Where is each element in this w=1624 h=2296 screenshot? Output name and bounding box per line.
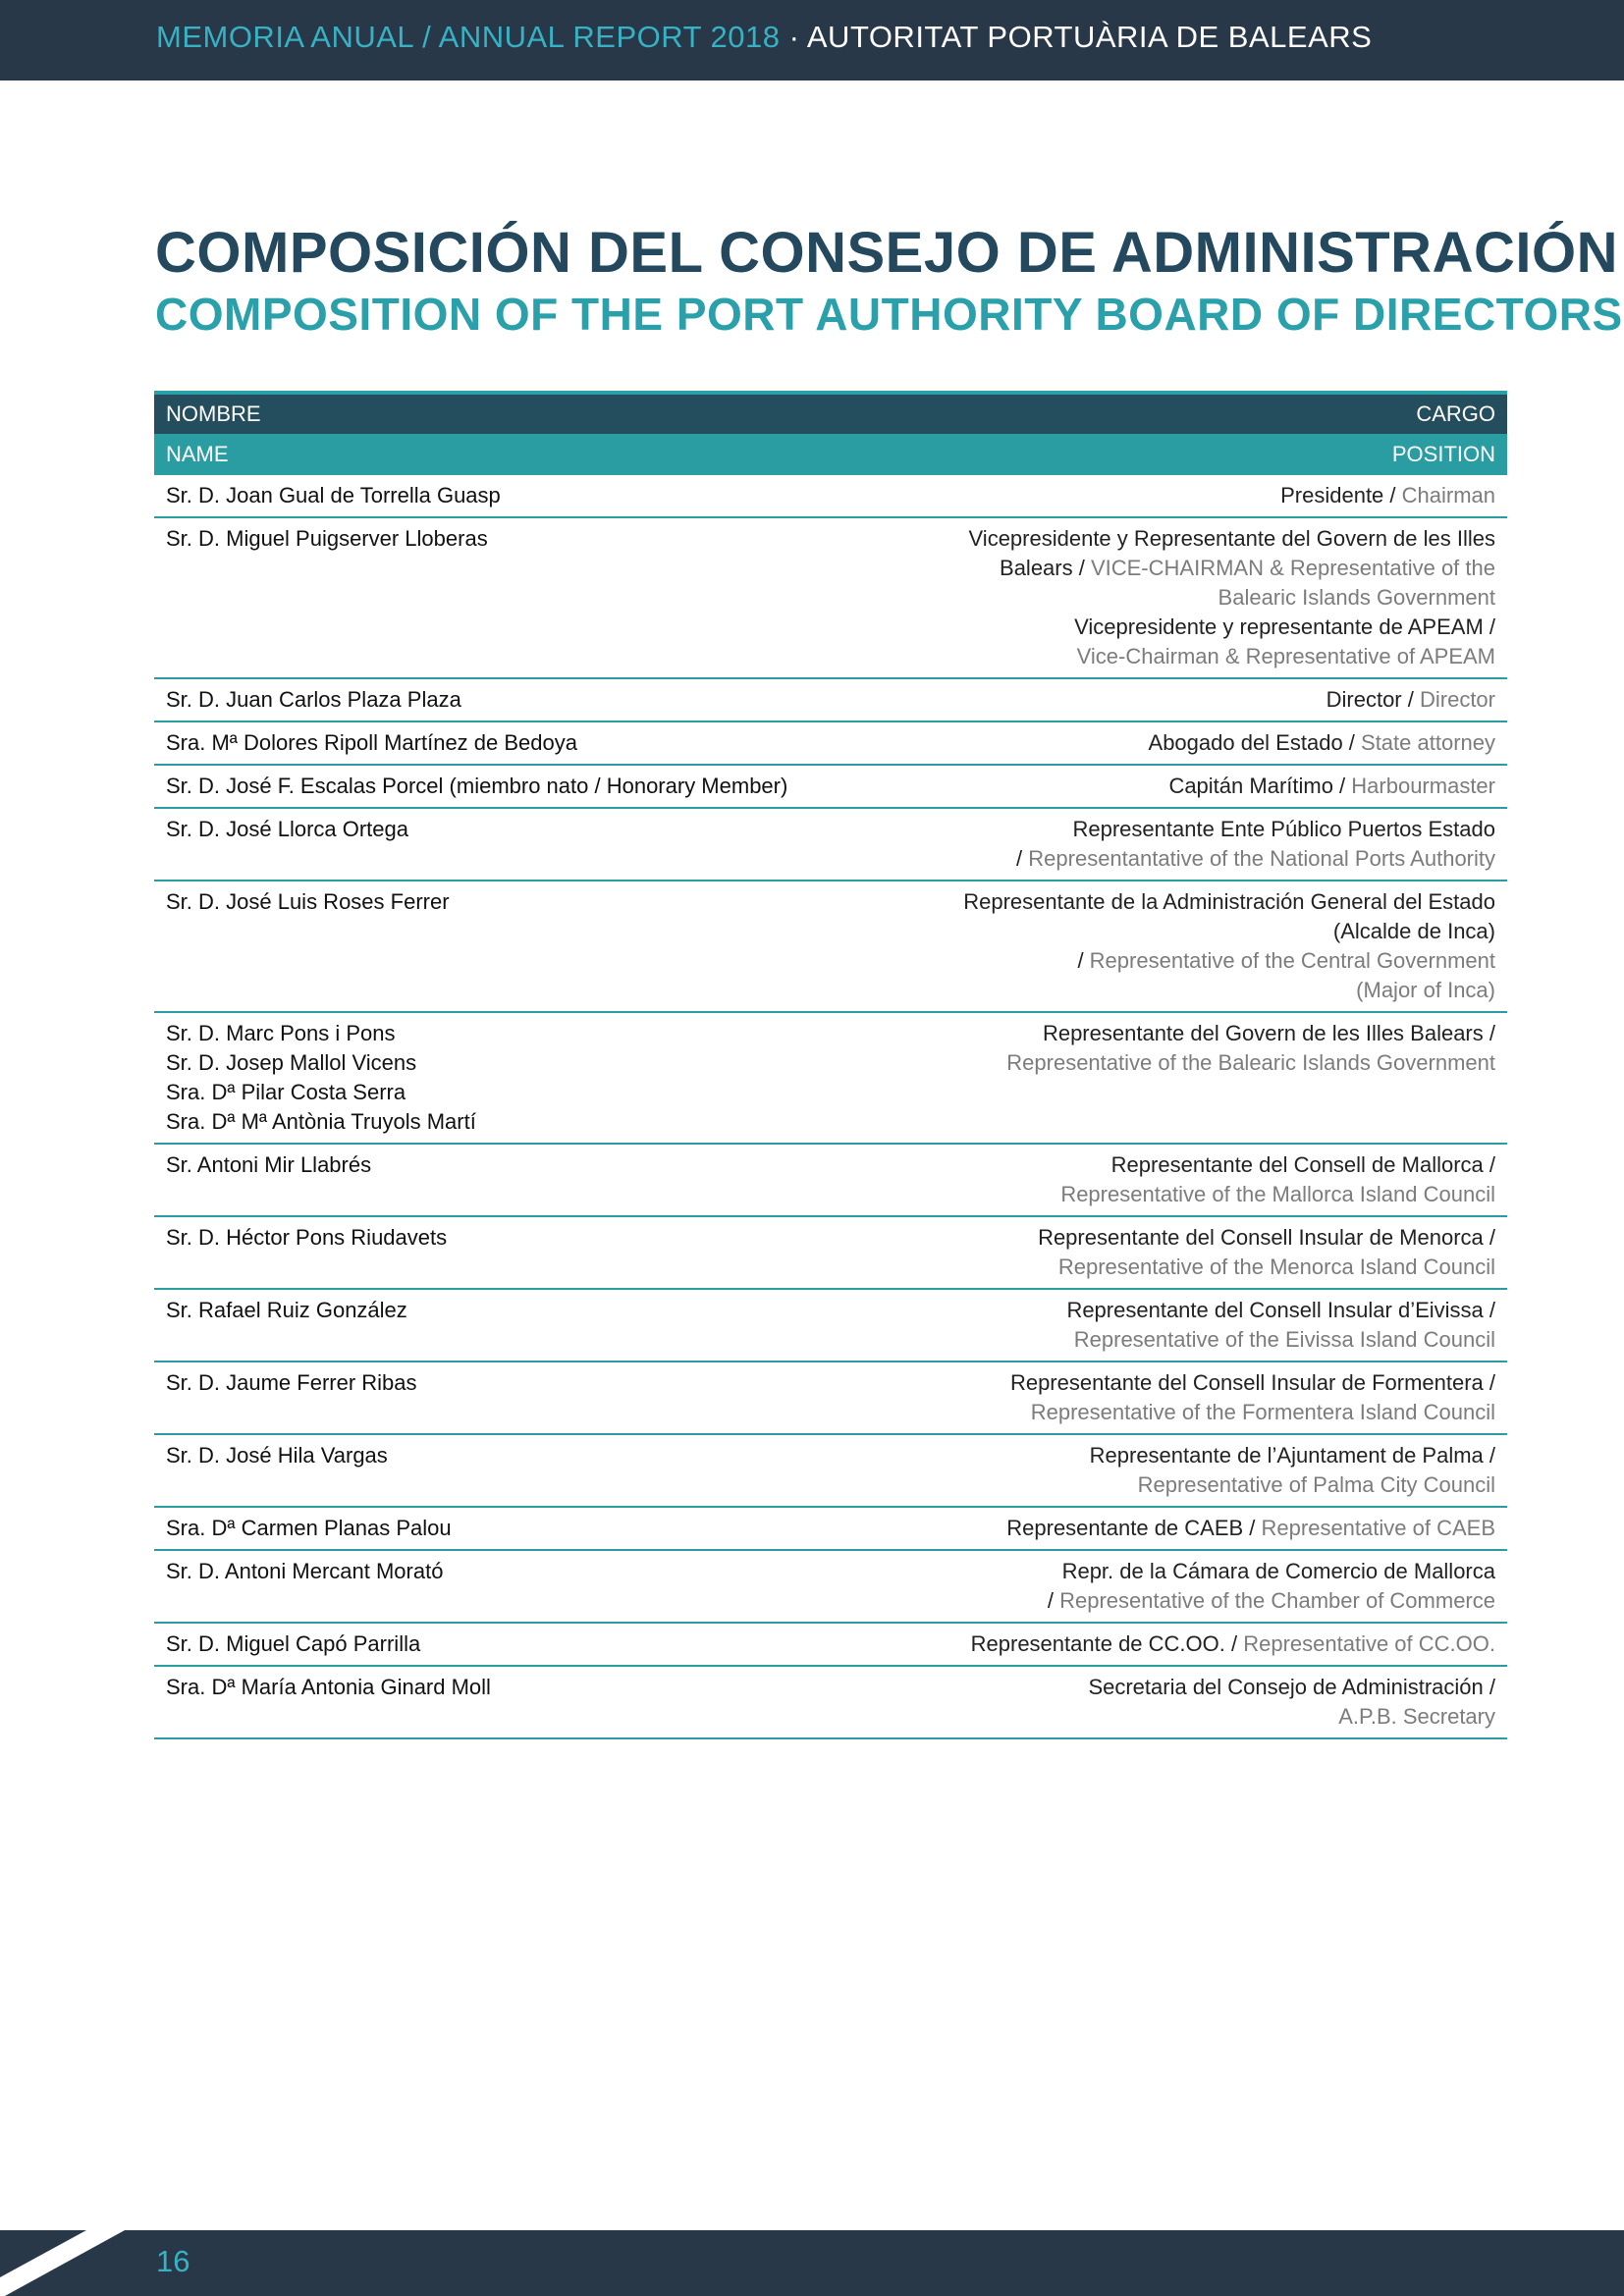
position-es: Abogado del Estado / [1148, 730, 1362, 755]
position-es: / [1047, 1588, 1060, 1613]
member-position-cell [803, 1623, 1507, 1666]
member-name-cell [154, 881, 803, 1012]
position-line [815, 946, 1495, 976]
position-line [815, 1629, 1495, 1659]
position-es: Secretaria del Consejo de Administración / [1088, 1675, 1495, 1699]
position-es: Representante de l’Ajuntament de Palma / [1089, 1443, 1495, 1468]
member-name: Sra. Dª Carmen Planas Palou [166, 1516, 452, 1540]
member-name: Sr. D. Héctor Pons Riudavets [166, 1225, 448, 1250]
table-row [154, 678, 1507, 721]
position-es: Vicepresidente y representante de APEAM / [1074, 614, 1495, 639]
member-name: Sr. D. Marc Pons i Pons [166, 1021, 396, 1045]
member-name: Sr. D. Antoni Mercant Morató [166, 1559, 444, 1583]
position-es: Representante del Govern de les Illes Balears / [1042, 1021, 1495, 1045]
position-line [815, 613, 1495, 642]
table-row [154, 1507, 1507, 1550]
position-en: Representative of CAEB [1261, 1516, 1495, 1540]
running-header [156, 20, 1372, 55]
position-line [815, 1470, 1495, 1500]
position-line [815, 1223, 1495, 1253]
member-name: Sr. Rafael Ruiz González [166, 1298, 407, 1322]
position-en: Representative of CC.OO. [1243, 1631, 1495, 1656]
member-name-cell [154, 517, 803, 678]
member-position-cell [803, 1144, 1507, 1216]
table-row [154, 881, 1507, 1012]
member-name: Sr. D. José Hila Vargas [166, 1443, 388, 1468]
member-name: Sra. Mª Dolores Ripoll Martínez de Bedoya [166, 730, 577, 755]
member-name: Sr. D. José Llorca Ortega [166, 817, 408, 841]
member-name: Sra. Dª Mª Antònia Truyols Martí [166, 1109, 476, 1134]
header-bar [0, 0, 1624, 80]
member-name: Sr. D. Josep Mallol Vicens [166, 1050, 417, 1075]
member-name-cell [154, 1623, 803, 1666]
table-row [154, 1289, 1507, 1362]
member-name: Sr. D. Miguel Puigserver Lloberas [166, 526, 488, 551]
position-line [815, 728, 1495, 758]
member-name-cell [154, 678, 803, 721]
member-position-cell [803, 808, 1507, 881]
member-name-cell [154, 1012, 803, 1144]
position-line [815, 976, 1495, 1005]
header-position-en: POSITION [803, 434, 1507, 475]
position-line [815, 844, 1495, 874]
member-position-cell [803, 517, 1507, 678]
position-es: Repr. de la Cámara de Comercio de Mallorca [1061, 1559, 1495, 1583]
position-es: Representante Ente Público Puertos Estado [1072, 817, 1495, 841]
position-es: Representante de CC.OO. / [970, 1631, 1244, 1656]
member-name-cell [154, 1434, 803, 1507]
position-en: Representative of the Central Government [1089, 948, 1495, 973]
member-name: Sr. D. Jaume Ferrer Ribas [166, 1370, 417, 1395]
header-sep: / [413, 20, 439, 54]
position-line [815, 1368, 1495, 1398]
position-en: Representative of Palma City Council [1137, 1472, 1495, 1497]
table-header-en [154, 434, 1507, 475]
member-name-cell [154, 765, 803, 808]
member-name-cell [154, 1666, 803, 1738]
table-body [154, 475, 1507, 1738]
page-title-es: COMPOSICIÓN DEL CONSEJO DE ADMINISTRACIÓN [155, 221, 1618, 285]
position-es: Representante del Consell de Mallorca / [1110, 1152, 1495, 1177]
member-name-cell [154, 1144, 803, 1216]
member-name: Sr. D. José F. Escalas Porcel (miembro nato / Honorary Member) [166, 774, 788, 798]
position-en: Representative of the Balearic Islands Government [1006, 1050, 1495, 1075]
position-en: Representative of the Chamber of Commerce [1059, 1588, 1495, 1613]
member-position-cell [803, 475, 1507, 517]
page-title-en: COMPOSITION OF THE PORT AUTHORITY BOARD OF DIRECTORS [155, 289, 1623, 340]
position-line [815, 1325, 1495, 1355]
position-en: Balearic Islands Government [1218, 585, 1495, 610]
table-row [154, 1666, 1507, 1738]
member-position-cell [803, 1550, 1507, 1623]
position-en: VICE-CHAIRMAN & Representative of the [1090, 556, 1495, 580]
position-line [815, 772, 1495, 801]
header-name-en: NAME [154, 434, 803, 475]
table-row [154, 475, 1507, 517]
member-name: Sra. Dª María Antonia Ginard Moll [166, 1675, 491, 1699]
member-position-cell [803, 765, 1507, 808]
position-en: Representative of the Menorca Island Council [1057, 1255, 1495, 1279]
table-row [154, 1550, 1507, 1623]
position-line [815, 524, 1495, 554]
member-name-cell [154, 1507, 803, 1550]
member-position-cell [803, 1289, 1507, 1362]
member-position-cell [803, 1666, 1507, 1738]
position-es: / [1077, 948, 1090, 973]
position-es: Capitán Marítimo / [1168, 774, 1352, 798]
position-es: Representante del Consell Insular d’Eivissa / [1066, 1298, 1495, 1322]
position-en: (Major of Inca) [1356, 978, 1495, 1002]
position-line [815, 917, 1495, 946]
table-row [154, 517, 1507, 678]
member-position-cell [803, 678, 1507, 721]
member-name: Sr. Antoni Mir Llabrés [166, 1152, 372, 1177]
member-name-cell [154, 1216, 803, 1289]
position-es: Balears / [1000, 556, 1091, 580]
position-line [815, 1586, 1495, 1616]
position-en: Representantative of the National Ports Authority [1028, 846, 1495, 871]
position-line [815, 887, 1495, 917]
member-position-cell [803, 1216, 1507, 1289]
position-es: Representante de la Administración General del Estado [963, 889, 1495, 914]
member-name-cell [154, 808, 803, 881]
position-line [815, 583, 1495, 613]
position-en: Director [1419, 687, 1495, 712]
header-organization: AUTORITAT PORTUÀRIA DE BALEARS [806, 20, 1373, 54]
member-name-cell [154, 475, 803, 517]
position-es: (Alcalde de Inca) [1332, 919, 1495, 943]
position-en: Chairman [1401, 483, 1495, 507]
position-line [815, 1557, 1495, 1586]
position-line [815, 1398, 1495, 1427]
member-position-cell [803, 1012, 1507, 1144]
position-line [815, 1514, 1495, 1543]
table-row [154, 765, 1507, 808]
position-es: Representante del Consell Insular de Formentera / [1009, 1370, 1495, 1395]
position-en: Representative of the Eivissa Island Council [1073, 1327, 1495, 1352]
position-line [815, 1048, 1495, 1078]
table-row [154, 1144, 1507, 1216]
header-memoria: MEMORIA ANUAL [156, 20, 414, 54]
corner-slash-decoration [0, 2230, 137, 2296]
member-position-cell [803, 1362, 1507, 1434]
position-en: Vice-Chairman & Representative of APEAM [1076, 644, 1495, 668]
member-name: Sra. Dª Pilar Costa Serra [166, 1080, 406, 1104]
position-line [815, 1296, 1495, 1325]
table-row [154, 1012, 1507, 1144]
member-name: Sr. D. Joan Gual de Torrella Guasp [166, 483, 501, 507]
header-name-es: NOMBRE [154, 393, 803, 434]
table-row [154, 721, 1507, 765]
position-line [815, 1150, 1495, 1180]
member-name: Sr. D. Juan Carlos Plaza Plaza [166, 687, 461, 712]
position-line [815, 1673, 1495, 1702]
table-row [154, 1362, 1507, 1434]
member-position-cell [803, 1434, 1507, 1507]
position-line [815, 1441, 1495, 1470]
position-en: A.P.B. Secretary [1338, 1704, 1495, 1729]
member-name: Sr. D. Miguel Capó Parrilla [166, 1631, 421, 1656]
position-es: Representante de CAEB / [1006, 1516, 1262, 1540]
position-es: Director / [1326, 687, 1420, 712]
member-name-cell [154, 1550, 803, 1623]
position-line [815, 685, 1495, 715]
member-name: Sr. D. José Luis Roses Ferrer [166, 889, 450, 914]
position-line [815, 1019, 1495, 1048]
member-name-cell [154, 721, 803, 765]
member-position-cell [803, 881, 1507, 1012]
position-en: Representative of the Formentera Island Council [1030, 1400, 1495, 1424]
member-name-cell [154, 1362, 803, 1434]
position-line [815, 1702, 1495, 1732]
table-row [154, 1434, 1507, 1507]
position-es: / [1016, 846, 1029, 871]
table-row [154, 1216, 1507, 1289]
page-number: 16 [156, 2244, 190, 2278]
position-en: Harbourmaster [1351, 774, 1495, 798]
table-row [154, 808, 1507, 881]
position-line [815, 1180, 1495, 1209]
member-name-cell [154, 1289, 803, 1362]
table-row [154, 1623, 1507, 1666]
position-es: Presidente / [1280, 483, 1402, 507]
member-position-cell [803, 721, 1507, 765]
position-en: State attorney [1361, 730, 1495, 755]
header-annual-report: ANNUAL REPORT 2018 [438, 20, 781, 54]
member-position-cell [803, 1507, 1507, 1550]
header-sep: · [780, 20, 807, 54]
position-line [815, 554, 1495, 583]
position-line [815, 815, 1495, 844]
position-line [815, 1253, 1495, 1282]
footer-bar [0, 2230, 1624, 2296]
table-header-es [154, 393, 1507, 434]
header-position-es: CARGO [803, 393, 1507, 434]
position-line [815, 481, 1495, 510]
board-table [154, 391, 1507, 1739]
position-es: Vicepresidente y Representante del Govern de les Illes [968, 526, 1495, 551]
position-es: Representante del Consell Insular de Menorca / [1038, 1225, 1495, 1250]
position-en: Representative of the Mallorca Island Council [1060, 1182, 1495, 1206]
position-line [815, 642, 1495, 671]
